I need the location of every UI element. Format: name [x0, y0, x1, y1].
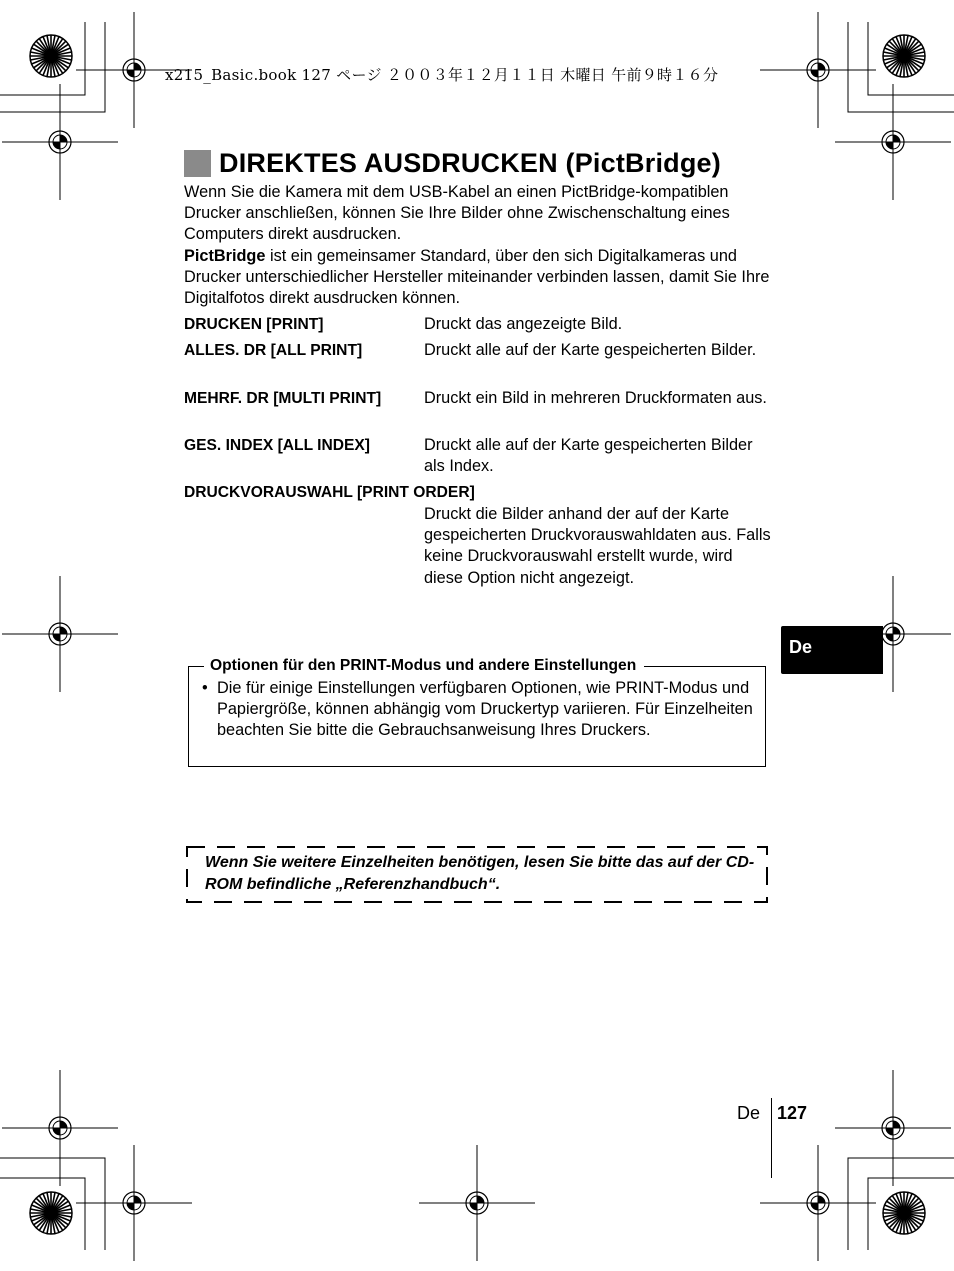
- pictbridge-term: PictBridge: [184, 247, 266, 265]
- mode-desc: Druckt die Bilder anhand der auf der Karte gespeicherten Druckvorauswahldaten aus. Falls keine Druckvorauswahl erstellt wurde, wird diese Option nicht angezeigt.: [424, 505, 771, 587]
- note-text: Die für einige Einstellungen verfügbaren Optionen, wie PRINT-Modus und Papiergröße, können abhängig vom Druckertyp variieren. Für Einzelheiten beachten Sie bitte die Gebrauchsanweisung Ihres Druckers.: [217, 679, 753, 740]
- footer-language: De: [737, 1103, 761, 1123]
- pictbridge-paragraph: [184, 246, 774, 310]
- mode-term: ALLES. DR [ALL PRINT]: [184, 342, 363, 359]
- intro-paragraph: Wenn Sie die Kamera mit dem USB-Kabel an einen PictBridge-kompatiblen Drucker anschließen, können Sie Ihre Bilder ohne Zwischenschaltung eines Computers direkt ausdrucken.: [184, 183, 730, 244]
- note-title: Optionen für den PRINT-Modus und andere Einstellungen: [204, 655, 644, 676]
- mode-desc: Druckt das angezeigte Bild.: [424, 315, 623, 333]
- print-slug-line: x215_Basic.book 127 ページ ２００３年１２月１１日 木曜日 午前９時１６分: [165, 66, 719, 84]
- bullet-icon: •: [202, 679, 208, 697]
- language-tab: [781, 626, 883, 674]
- mode-term: MEHRF. DR [MULTI PRINT]: [184, 390, 382, 407]
- title-square-icon: [184, 150, 211, 177]
- mode-term: GES. INDEX [ALL INDEX]: [184, 437, 370, 454]
- language-tab-label: De: [789, 637, 813, 657]
- footer-divider: [771, 1098, 772, 1178]
- mode-term: DRUCKEN [PRINT]: [184, 316, 324, 333]
- mode-desc: Druckt alle auf der Karte gespeicherten Bilder als Index.: [424, 436, 753, 476]
- mode-term: DRUCKVORAUSWAHL [PRINT ORDER]: [184, 484, 475, 501]
- page-number: 127: [777, 1103, 808, 1123]
- section-title-text: DIREKTES AUSDRUCKEN (PictBridge): [219, 148, 721, 178]
- mode-desc: Druckt alle auf der Karte gespeicherten Bilder.: [424, 341, 757, 359]
- mode-desc: Druckt ein Bild in mehreren Druckformaten aus.: [424, 389, 767, 407]
- pictbridge-definition: ist ein gemeinsamer Standard, über den sich Digitalkameras und Drucker unterschiedlicher Hersteller miteinander verbinden lassen, damit Sie Ihre Digitalfotos direkt ausdrucken können.: [184, 247, 770, 308]
- section-title: [184, 148, 721, 179]
- reference-note: Wenn Sie weitere Einzelheiten benötigen, lesen Sie bitte das auf der CD-ROM befindliche „Referenzhandbuch“.: [205, 854, 755, 893]
